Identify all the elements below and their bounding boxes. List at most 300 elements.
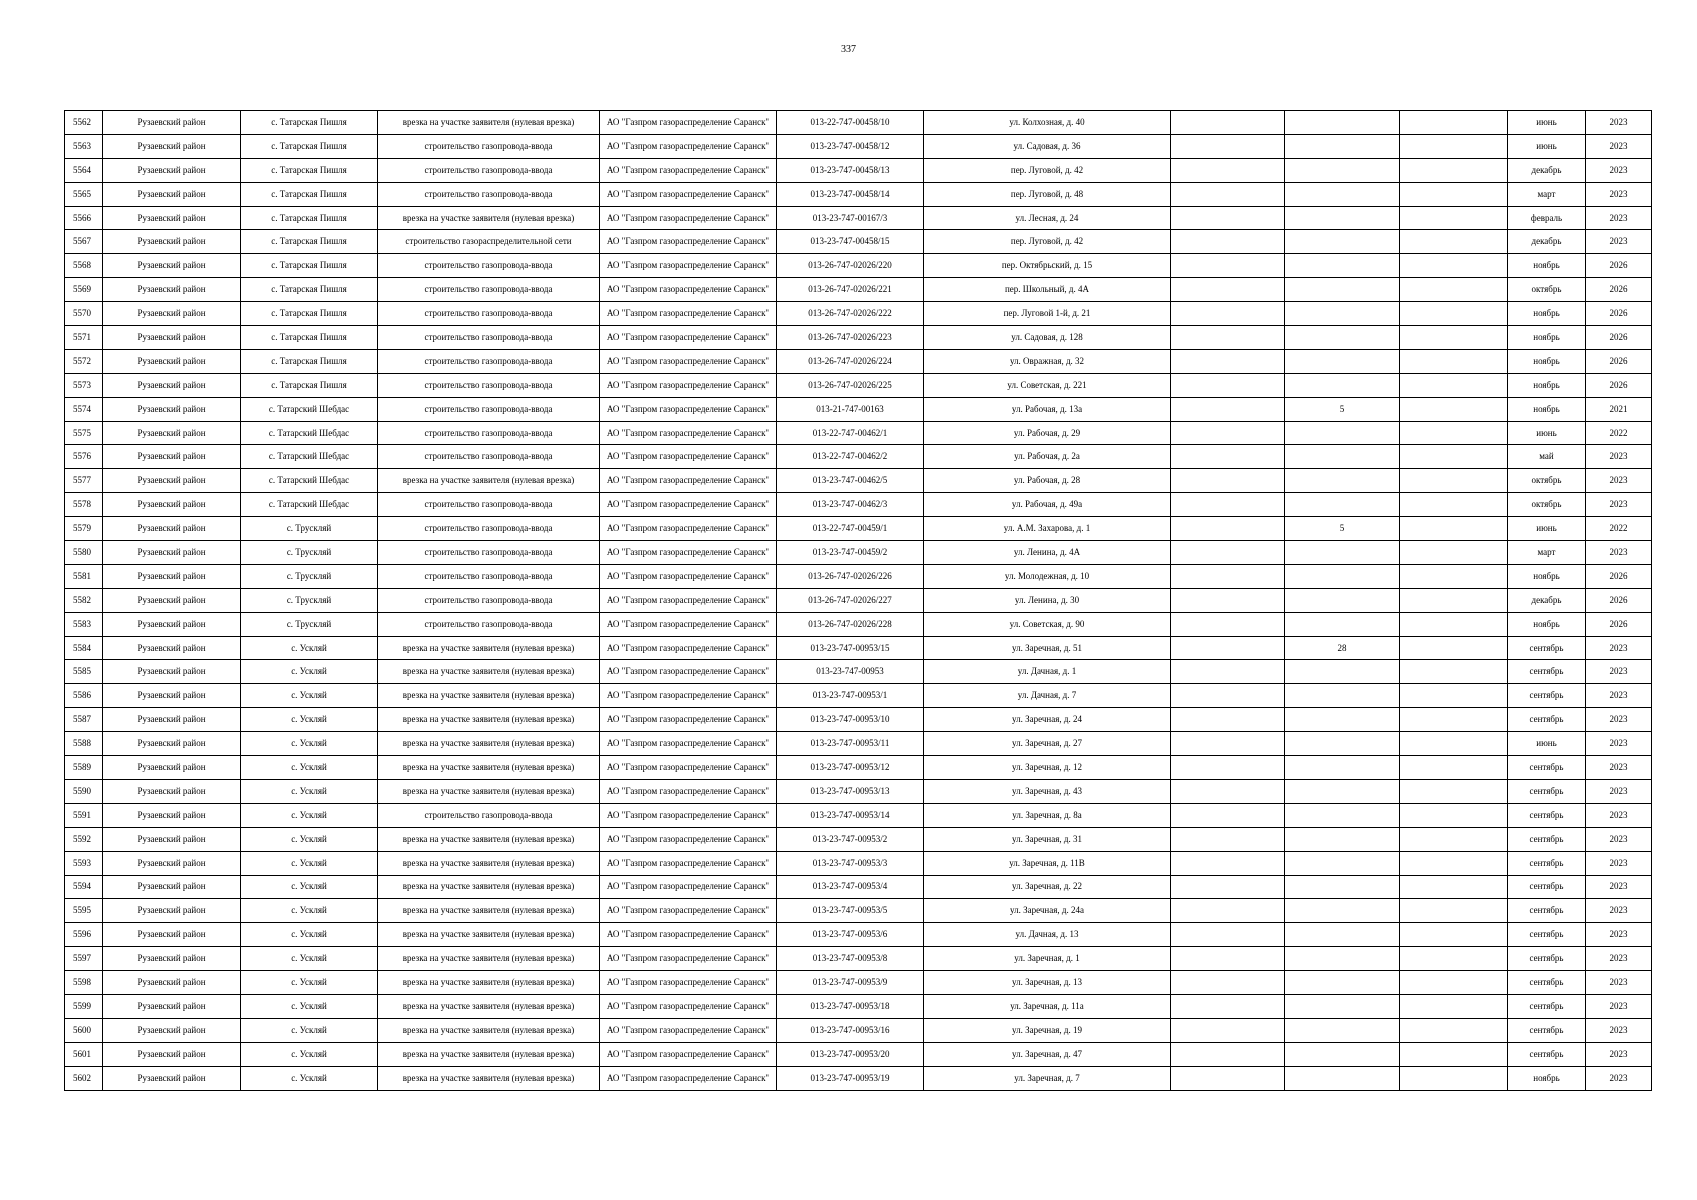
cell-row-number: 5562 <box>65 111 103 135</box>
cell-settlement: с. Татарская Пишля <box>241 254 378 278</box>
cell-work-type: врезка на участке заявителя (нулевая врезка) <box>378 206 600 230</box>
cell-blank-col-2 <box>1400 182 1508 206</box>
cell-work-type: строительство газопровода-ввода <box>378 517 600 541</box>
cell-work-type: врезка на участке заявителя (нулевая врезка) <box>378 875 600 899</box>
cell-district: Рузаевский район <box>103 134 241 158</box>
cell-organization: АО "Газпром газораспределение Саранск" <box>600 947 777 971</box>
cell-blank-col-1 <box>1171 851 1285 875</box>
cell-district: Рузаевский район <box>103 469 241 493</box>
cell-year: 2023 <box>1586 994 1652 1018</box>
table-row <box>65 994 1652 1018</box>
cell-quantity <box>1285 779 1400 803</box>
cell-row-number: 5569 <box>65 278 103 302</box>
cell-blank-col-2 <box>1400 994 1508 1018</box>
table-row <box>65 636 1652 660</box>
cell-settlement: с. Ускляй <box>241 994 378 1018</box>
cell-district: Рузаевский район <box>103 779 241 803</box>
cell-year: 2023 <box>1586 875 1652 899</box>
cell-work-type: врезка на участке заявителя (нулевая врезка) <box>378 1018 600 1042</box>
cell-address: ул. Заречная, д. 19 <box>924 1018 1171 1042</box>
cell-blank-col-1 <box>1171 111 1285 135</box>
cell-district: Рузаевский район <box>103 349 241 373</box>
cell-contract-number: 013-26-747-02026/227 <box>777 588 924 612</box>
cell-district: Рузаевский район <box>103 732 241 756</box>
cell-row-number: 5572 <box>65 349 103 373</box>
cell-blank-col-2 <box>1400 158 1508 182</box>
cell-quantity <box>1285 660 1400 684</box>
cell-work-type: врезка на участке заявителя (нулевая врезка) <box>378 684 600 708</box>
cell-work-type: строительство газопровода-ввода <box>378 349 600 373</box>
cell-district: Рузаевский район <box>103 373 241 397</box>
cell-settlement: с. Трускляй <box>241 588 378 612</box>
cell-settlement: с. Татарская Пишля <box>241 230 378 254</box>
table-row <box>65 1042 1652 1066</box>
cell-organization: АО "Газпром газораспределение Саранск" <box>600 469 777 493</box>
cell-work-type: строительство газораспределительной сети <box>378 230 600 254</box>
cell-settlement: с. Татарская Пишля <box>241 349 378 373</box>
cell-district: Рузаевский район <box>103 1018 241 1042</box>
table-row <box>65 564 1652 588</box>
cell-blank-col-1 <box>1171 254 1285 278</box>
cell-blank-col-1 <box>1171 803 1285 827</box>
cell-settlement: с. Ускляй <box>241 899 378 923</box>
cell-work-type: строительство газопровода-ввода <box>378 803 600 827</box>
cell-row-number: 5589 <box>65 756 103 780</box>
cell-address: пер. Октябрьский, д. 15 <box>924 254 1171 278</box>
cell-address: ул. Заречная, д. 7 <box>924 1066 1171 1090</box>
cell-year: 2023 <box>1586 971 1652 995</box>
cell-row-number: 5570 <box>65 302 103 326</box>
cell-blank-col-1 <box>1171 756 1285 780</box>
cell-organization: АО "Газпром газораспределение Саранск" <box>600 612 777 636</box>
cell-blank-col-2 <box>1400 397 1508 421</box>
table-row <box>65 134 1652 158</box>
table-row <box>65 851 1652 875</box>
cell-quantity <box>1285 564 1400 588</box>
cell-blank-col-2 <box>1400 875 1508 899</box>
cell-district: Рузаевский район <box>103 923 241 947</box>
cell-organization: АО "Газпром газораспределение Саранск" <box>600 517 777 541</box>
cell-settlement: с. Татарский Шебдас <box>241 469 378 493</box>
cell-year: 2026 <box>1586 564 1652 588</box>
table-row <box>65 349 1652 373</box>
cell-month: ноябрь <box>1508 1066 1586 1090</box>
cell-quantity <box>1285 756 1400 780</box>
cell-quantity <box>1285 1018 1400 1042</box>
cell-quantity <box>1285 206 1400 230</box>
cell-blank-col-2 <box>1400 349 1508 373</box>
table-row <box>65 827 1652 851</box>
cell-contract-number: 013-23-747-00953/2 <box>777 827 924 851</box>
cell-work-type: строительство газопровода-ввода <box>378 588 600 612</box>
cell-organization: АО "Газпром газораспределение Саранск" <box>600 445 777 469</box>
cell-settlement: с. Ускляй <box>241 732 378 756</box>
cell-blank-col-1 <box>1171 684 1285 708</box>
cell-blank-col-1 <box>1171 1042 1285 1066</box>
cell-address: ул. Рабочая, д. 29 <box>924 421 1171 445</box>
cell-row-number: 5586 <box>65 684 103 708</box>
cell-row-number: 5574 <box>65 397 103 421</box>
cell-address: ул. Заречная, д. 24а <box>924 899 1171 923</box>
cell-blank-col-2 <box>1400 827 1508 851</box>
cell-contract-number: 013-22-747-00458/10 <box>777 111 924 135</box>
cell-settlement: с. Татарская Пишля <box>241 111 378 135</box>
cell-organization: АО "Газпром газораспределение Саранск" <box>600 278 777 302</box>
cell-blank-col-2 <box>1400 326 1508 350</box>
cell-quantity <box>1285 851 1400 875</box>
cell-year: 2026 <box>1586 588 1652 612</box>
cell-quantity <box>1285 541 1400 565</box>
cell-row-number: 5585 <box>65 660 103 684</box>
cell-quantity <box>1285 421 1400 445</box>
cell-address: ул. Лесная, д. 24 <box>924 206 1171 230</box>
cell-blank-col-1 <box>1171 1018 1285 1042</box>
cell-work-type: строительство газопровода-ввода <box>378 493 600 517</box>
cell-row-number: 5595 <box>65 899 103 923</box>
cell-work-type: строительство газопровода-ввода <box>378 254 600 278</box>
cell-blank-col-2 <box>1400 230 1508 254</box>
cell-month: сентябрь <box>1508 636 1586 660</box>
cell-district: Рузаевский район <box>103 158 241 182</box>
cell-contract-number: 013-26-747-02026/224 <box>777 349 924 373</box>
cell-work-type: врезка на участке заявителя (нулевая врезка) <box>378 851 600 875</box>
cell-year: 2026 <box>1586 302 1652 326</box>
cell-blank-col-2 <box>1400 588 1508 612</box>
table-row <box>65 756 1652 780</box>
cell-row-number: 5584 <box>65 636 103 660</box>
cell-year: 2023 <box>1586 851 1652 875</box>
cell-blank-col-2 <box>1400 302 1508 326</box>
cell-organization: АО "Газпром газораспределение Саранск" <box>600 732 777 756</box>
cell-blank-col-2 <box>1400 899 1508 923</box>
cell-work-type: врезка на участке заявителя (нулевая врезка) <box>378 971 600 995</box>
cell-organization: АО "Газпром газораспределение Саранск" <box>600 923 777 947</box>
cell-quantity <box>1285 278 1400 302</box>
cell-contract-number: 013-23-747-00167/3 <box>777 206 924 230</box>
cell-contract-number: 013-26-747-02026/222 <box>777 302 924 326</box>
cell-organization: АО "Газпром газораспределение Саранск" <box>600 397 777 421</box>
cell-organization: АО "Газпром газораспределение Саранск" <box>600 1018 777 1042</box>
table-row <box>65 660 1652 684</box>
cell-organization: АО "Газпром газораспределение Саранск" <box>600 254 777 278</box>
cell-settlement: с. Татарский Шебдас <box>241 421 378 445</box>
cell-address: ул. Заречная, д. 13 <box>924 971 1171 995</box>
cell-quantity <box>1285 493 1400 517</box>
cell-address: ул. Советская, д. 90 <box>924 612 1171 636</box>
cell-organization: АО "Газпром газораспределение Саранск" <box>600 971 777 995</box>
cell-month: февраль <box>1508 206 1586 230</box>
cell-year: 2023 <box>1586 947 1652 971</box>
cell-year: 2023 <box>1586 230 1652 254</box>
cell-address: ул. Садовая, д. 36 <box>924 134 1171 158</box>
cell-blank-col-1 <box>1171 541 1285 565</box>
cell-month: июнь <box>1508 111 1586 135</box>
cell-blank-col-2 <box>1400 111 1508 135</box>
cell-blank-col-2 <box>1400 134 1508 158</box>
cell-row-number: 5596 <box>65 923 103 947</box>
cell-work-type: строительство газопровода-ввода <box>378 373 600 397</box>
table-row <box>65 708 1652 732</box>
cell-month: сентябрь <box>1508 1042 1586 1066</box>
cell-settlement: с. Ускляй <box>241 971 378 995</box>
cell-month: сентябрь <box>1508 947 1586 971</box>
cell-month: октябрь <box>1508 493 1586 517</box>
cell-contract-number: 013-23-747-00953/1 <box>777 684 924 708</box>
cell-organization: АО "Газпром газораспределение Саранск" <box>600 684 777 708</box>
cell-organization: АО "Газпром газораспределение Саранск" <box>600 851 777 875</box>
cell-row-number: 5565 <box>65 182 103 206</box>
cell-quantity <box>1285 445 1400 469</box>
cell-contract-number: 013-23-747-00953/9 <box>777 971 924 995</box>
cell-address: пер. Луговой, д. 42 <box>924 230 1171 254</box>
cell-row-number: 5602 <box>65 1066 103 1090</box>
cell-blank-col-1 <box>1171 206 1285 230</box>
cell-settlement: с. Трускляй <box>241 517 378 541</box>
cell-year: 2023 <box>1586 111 1652 135</box>
cell-settlement: с. Татарская Пишля <box>241 373 378 397</box>
cell-organization: АО "Газпром газораспределение Саранск" <box>600 803 777 827</box>
table-row <box>65 254 1652 278</box>
cell-blank-col-2 <box>1400 660 1508 684</box>
cell-address: ул. Ленина, д. 30 <box>924 588 1171 612</box>
table-row <box>65 923 1652 947</box>
cell-blank-col-1 <box>1171 708 1285 732</box>
cell-month: октябрь <box>1508 278 1586 302</box>
cell-address: ул. Дачная, д. 7 <box>924 684 1171 708</box>
cell-blank-col-1 <box>1171 517 1285 541</box>
cell-quantity <box>1285 732 1400 756</box>
cell-month: сентябрь <box>1508 779 1586 803</box>
cell-year: 2023 <box>1586 827 1652 851</box>
cell-settlement: с. Ускляй <box>241 660 378 684</box>
cell-contract-number: 013-23-747-00462/5 <box>777 469 924 493</box>
cell-address: ул. Садовая, д. 128 <box>924 326 1171 350</box>
cell-month: ноябрь <box>1508 373 1586 397</box>
cell-address: ул. Заречная, д. 24 <box>924 708 1171 732</box>
cell-blank-col-1 <box>1171 994 1285 1018</box>
cell-row-number: 5600 <box>65 1018 103 1042</box>
cell-district: Рузаевский район <box>103 994 241 1018</box>
cell-blank-col-1 <box>1171 302 1285 326</box>
cell-row-number: 5578 <box>65 493 103 517</box>
cell-blank-col-1 <box>1171 349 1285 373</box>
cell-work-type: строительство газопровода-ввода <box>378 326 600 350</box>
cell-organization: АО "Газпром газораспределение Саранск" <box>600 230 777 254</box>
cell-row-number: 5573 <box>65 373 103 397</box>
cell-district: Рузаевский район <box>103 660 241 684</box>
cell-blank-col-1 <box>1171 397 1285 421</box>
cell-quantity <box>1285 302 1400 326</box>
cell-district: Рузаевский район <box>103 899 241 923</box>
cell-blank-col-1 <box>1171 564 1285 588</box>
cell-year: 2023 <box>1586 134 1652 158</box>
cell-year: 2023 <box>1586 445 1652 469</box>
cell-row-number: 5594 <box>65 875 103 899</box>
cell-row-number: 5568 <box>65 254 103 278</box>
cell-quantity: 5 <box>1285 517 1400 541</box>
cell-contract-number: 013-26-747-02026/220 <box>777 254 924 278</box>
cell-blank-col-2 <box>1400 469 1508 493</box>
cell-month: сентябрь <box>1508 1018 1586 1042</box>
cell-blank-col-2 <box>1400 1018 1508 1042</box>
cell-settlement: с. Татарский Шебдас <box>241 493 378 517</box>
cell-district: Рузаевский район <box>103 708 241 732</box>
cell-blank-col-2 <box>1400 708 1508 732</box>
cell-year: 2026 <box>1586 278 1652 302</box>
cell-blank-col-1 <box>1171 660 1285 684</box>
cell-organization: АО "Газпром газораспределение Саранск" <box>600 541 777 565</box>
registry-body <box>65 111 1652 1091</box>
cell-organization: АО "Газпром газораспределение Саранск" <box>600 779 777 803</box>
table-row <box>65 803 1652 827</box>
cell-district: Рузаевский район <box>103 588 241 612</box>
cell-blank-col-2 <box>1400 636 1508 660</box>
cell-row-number: 5588 <box>65 732 103 756</box>
cell-district: Рузаевский район <box>103 1066 241 1090</box>
cell-district: Рузаевский район <box>103 947 241 971</box>
cell-row-number: 5599 <box>65 994 103 1018</box>
cell-year: 2023 <box>1586 541 1652 565</box>
cell-contract-number: 013-23-747-00953/11 <box>777 732 924 756</box>
cell-blank-col-1 <box>1171 827 1285 851</box>
cell-row-number: 5587 <box>65 708 103 732</box>
cell-blank-col-2 <box>1400 517 1508 541</box>
cell-blank-col-2 <box>1400 493 1508 517</box>
cell-settlement: с. Татарская Пишля <box>241 302 378 326</box>
cell-district: Рузаевский район <box>103 827 241 851</box>
cell-month: сентябрь <box>1508 899 1586 923</box>
cell-quantity <box>1285 827 1400 851</box>
cell-year: 2023 <box>1586 923 1652 947</box>
cell-blank-col-1 <box>1171 875 1285 899</box>
cell-year: 2023 <box>1586 469 1652 493</box>
cell-work-type: строительство газопровода-ввода <box>378 302 600 326</box>
cell-row-number: 5566 <box>65 206 103 230</box>
table-row <box>65 684 1652 708</box>
cell-year: 2023 <box>1586 182 1652 206</box>
cell-blank-col-2 <box>1400 732 1508 756</box>
cell-blank-col-2 <box>1400 971 1508 995</box>
cell-blank-col-1 <box>1171 923 1285 947</box>
cell-district: Рузаевский район <box>103 230 241 254</box>
table-row <box>65 230 1652 254</box>
cell-blank-col-1 <box>1171 469 1285 493</box>
cell-month: сентябрь <box>1508 875 1586 899</box>
cell-row-number: 5590 <box>65 779 103 803</box>
cell-settlement: с. Ускляй <box>241 1042 378 1066</box>
cell-settlement: с. Татарская Пишля <box>241 326 378 350</box>
cell-blank-col-1 <box>1171 947 1285 971</box>
cell-blank-col-2 <box>1400 612 1508 636</box>
table-row <box>65 373 1652 397</box>
cell-settlement: с. Трускляй <box>241 541 378 565</box>
cell-contract-number: 013-26-747-02026/223 <box>777 326 924 350</box>
cell-contract-number: 013-23-747-00458/15 <box>777 230 924 254</box>
cell-blank-col-1 <box>1171 230 1285 254</box>
cell-month: сентябрь <box>1508 994 1586 1018</box>
cell-contract-number: 013-23-747-00953/13 <box>777 779 924 803</box>
cell-address: ул. Колхозная, д. 40 <box>924 111 1171 135</box>
table-row <box>65 182 1652 206</box>
cell-work-type: врезка на участке заявителя (нулевая врезка) <box>378 923 600 947</box>
cell-month: сентябрь <box>1508 660 1586 684</box>
table-row <box>65 947 1652 971</box>
cell-month: ноябрь <box>1508 397 1586 421</box>
table-row <box>65 588 1652 612</box>
cell-row-number: 5567 <box>65 230 103 254</box>
cell-contract-number: 013-23-747-00953/4 <box>777 875 924 899</box>
cell-work-type: строительство газопровода-ввода <box>378 158 600 182</box>
cell-quantity <box>1285 1066 1400 1090</box>
cell-blank-col-2 <box>1400 564 1508 588</box>
cell-settlement: с. Ускляй <box>241 803 378 827</box>
cell-organization: АО "Газпром газораспределение Саранск" <box>600 373 777 397</box>
cell-settlement: с. Татарский Шебдас <box>241 445 378 469</box>
cell-address: ул. Рабочая, д. 49а <box>924 493 1171 517</box>
cell-district: Рузаевский район <box>103 397 241 421</box>
cell-settlement: с. Трускляй <box>241 564 378 588</box>
cell-month: сентябрь <box>1508 756 1586 780</box>
cell-work-type: строительство газопровода-ввода <box>378 541 600 565</box>
cell-address: ул. Рабочая, д. 13а <box>924 397 1171 421</box>
cell-blank-col-1 <box>1171 158 1285 182</box>
cell-district: Рузаевский район <box>103 421 241 445</box>
cell-year: 2023 <box>1586 636 1652 660</box>
cell-organization: АО "Газпром газораспределение Саранск" <box>600 756 777 780</box>
cell-quantity <box>1285 708 1400 732</box>
cell-blank-col-1 <box>1171 779 1285 803</box>
cell-month: март <box>1508 182 1586 206</box>
cell-month: ноябрь <box>1508 254 1586 278</box>
cell-row-number: 5577 <box>65 469 103 493</box>
cell-quantity <box>1285 803 1400 827</box>
cell-work-type: строительство газопровода-ввода <box>378 278 600 302</box>
cell-blank-col-2 <box>1400 421 1508 445</box>
cell-month: сентябрь <box>1508 803 1586 827</box>
cell-row-number: 5579 <box>65 517 103 541</box>
cell-blank-col-1 <box>1171 971 1285 995</box>
cell-contract-number: 013-23-747-00953/16 <box>777 1018 924 1042</box>
cell-quantity <box>1285 230 1400 254</box>
cell-quantity <box>1285 326 1400 350</box>
cell-contract-number: 013-23-747-00953/5 <box>777 899 924 923</box>
cell-district: Рузаевский район <box>103 851 241 875</box>
cell-contract-number: 013-21-747-00163 <box>777 397 924 421</box>
cell-quantity <box>1285 1042 1400 1066</box>
cell-settlement: с. Татарская Пишля <box>241 134 378 158</box>
table-row <box>65 469 1652 493</box>
cell-district: Рузаевский район <box>103 326 241 350</box>
cell-address: пер. Луговой 1-й, д. 21 <box>924 302 1171 326</box>
cell-year: 2023 <box>1586 756 1652 780</box>
cell-blank-col-2 <box>1400 803 1508 827</box>
cell-month: декабрь <box>1508 230 1586 254</box>
table-row <box>65 517 1652 541</box>
cell-quantity <box>1285 899 1400 923</box>
cell-year: 2023 <box>1586 708 1652 732</box>
cell-organization: АО "Газпром газораспределение Саранск" <box>600 636 777 660</box>
cell-organization: АО "Газпром газораспределение Саранск" <box>600 421 777 445</box>
cell-address: ул. Овражная, д. 32 <box>924 349 1171 373</box>
cell-year: 2023 <box>1586 803 1652 827</box>
cell-contract-number: 013-23-747-00953/19 <box>777 1066 924 1090</box>
cell-address: пер. Луговой, д. 42 <box>924 158 1171 182</box>
table-row <box>65 111 1652 135</box>
cell-blank-col-2 <box>1400 373 1508 397</box>
cell-contract-number: 013-23-747-00953/3 <box>777 851 924 875</box>
table-row <box>65 541 1652 565</box>
cell-month: сентябрь <box>1508 684 1586 708</box>
